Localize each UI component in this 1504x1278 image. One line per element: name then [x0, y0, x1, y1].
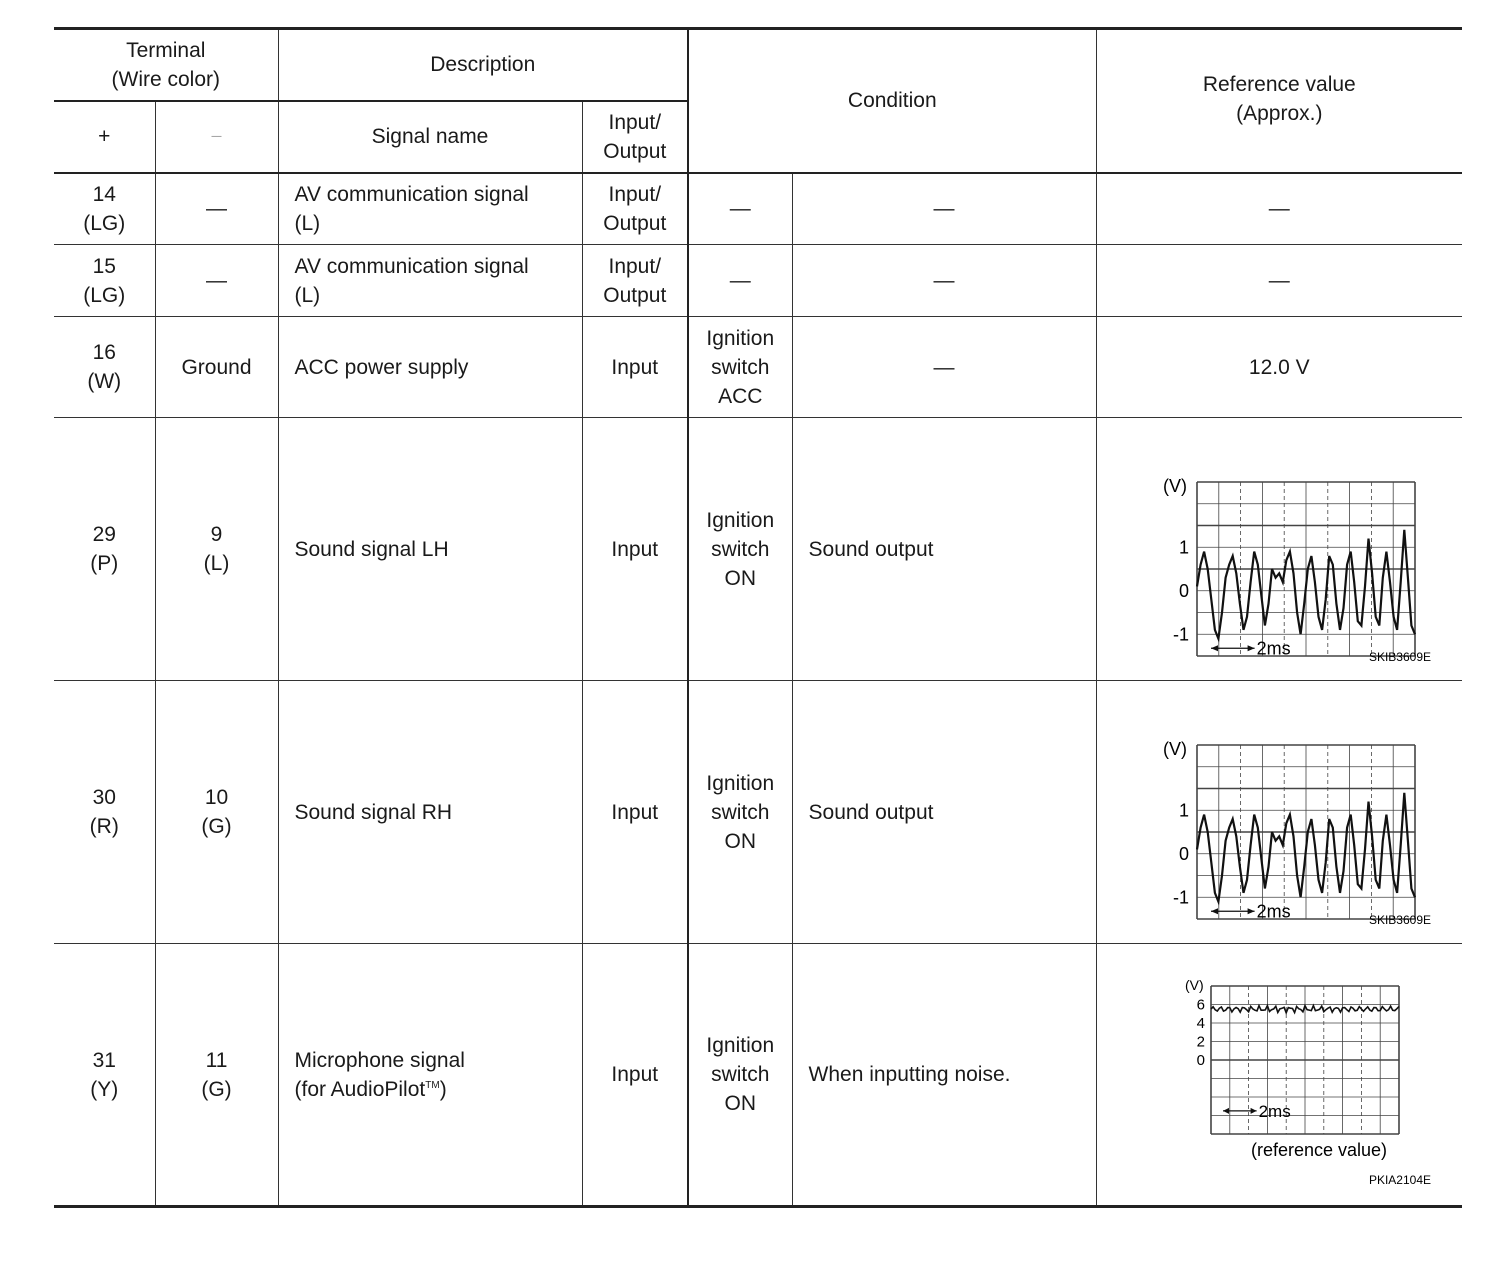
condition-line2: switch [711, 537, 770, 561]
sound-rh-waveform [1119, 697, 1439, 927]
signal-name-close: ) [439, 1077, 447, 1101]
plus-terminal [54, 418, 155, 681]
reference-waveform-cell [1096, 681, 1462, 944]
minus-terminal [155, 681, 278, 944]
condition-switch [688, 681, 792, 944]
condition-detail: When inputting noise. [792, 944, 1096, 1207]
signal-name: Sound signal RH [278, 681, 582, 944]
tick-label: 0 [1179, 843, 1190, 864]
terminal-number: 16 [92, 341, 116, 364]
table-row [54, 173, 1462, 245]
wire-color: (P) [90, 552, 119, 575]
io-line2: Output [603, 211, 667, 235]
plus-header: + [54, 101, 155, 173]
signal-name: ACC power supply [278, 317, 582, 418]
plus-terminal [54, 681, 155, 944]
terminal-number: 30 [92, 786, 116, 809]
io-line2: Output [603, 283, 667, 307]
description-header: Description [278, 29, 688, 101]
signal-name-line1: AV communication signal [294, 182, 529, 206]
tick-label: 4 [1196, 1014, 1206, 1032]
minus-terminal: Ground [155, 317, 278, 418]
condition-switch [688, 317, 792, 418]
terminal-number: 15 [92, 254, 116, 278]
microphone-waveform [1119, 960, 1439, 1190]
minus-color: (G) [201, 815, 232, 838]
reference-value: — [1096, 245, 1462, 317]
terminal-reference-table [54, 27, 1462, 1208]
unit-label: (V) [1163, 476, 1188, 496]
reference-value-label: Reference value [1202, 73, 1356, 96]
sound-lh-oscilloscope [1119, 434, 1439, 664]
condition-line3: ACC [718, 384, 763, 408]
arrow-head-left [1211, 908, 1218, 914]
table-row [54, 944, 1462, 1207]
table-row [54, 418, 1462, 681]
input-output: Input [582, 317, 688, 418]
condition-line3: ON [724, 1092, 757, 1115]
tick-label: 0 [1196, 1051, 1206, 1069]
wire-color: (R) [89, 815, 119, 838]
signal-name: Sound signal LH [278, 418, 582, 681]
io-line1: Input/ [608, 182, 662, 206]
condition-line1: Ignition [706, 771, 775, 795]
signal-name-line1: AV communication signal [294, 254, 529, 278]
table-row [54, 681, 1462, 944]
time-division-label: 2ms [1256, 638, 1291, 659]
signal-name-line2: (L) [294, 211, 321, 235]
microphone-oscilloscope [1119, 960, 1439, 1190]
minus-terminal [155, 944, 278, 1207]
input-output: Input [582, 944, 688, 1207]
signal-name-line2: (L) [294, 283, 321, 307]
condition-line3: ON [724, 566, 757, 590]
arrow-head-right [1248, 645, 1255, 651]
condition-detail: Sound output [792, 418, 1096, 681]
sound-lh-waveform [1119, 434, 1439, 664]
reference-waveform-cell [1096, 944, 1462, 1207]
signal-name-header: Signal name [278, 101, 582, 173]
unit-label: (V) [1185, 976, 1204, 993]
condition-detail: Sound output [792, 681, 1096, 944]
input-output [582, 173, 688, 245]
io-header-line2: Output [603, 139, 667, 163]
signal-name [278, 944, 582, 1207]
input-output: Input [582, 681, 688, 944]
arrow-head-right [1251, 1107, 1257, 1113]
tick-label: 2 [1196, 1033, 1206, 1050]
condition-header: Condition [688, 29, 1096, 173]
condition-detail: — [792, 317, 1096, 418]
tick-label: 6 [1196, 996, 1206, 1013]
signal-name [278, 173, 582, 245]
terminal-number: 29 [92, 523, 116, 546]
minus-number: 10 [204, 786, 229, 809]
condition-line1: Ignition [706, 326, 775, 350]
tick-label: 1 [1179, 537, 1190, 558]
time-division-label: 2ms [1256, 901, 1291, 922]
condition-switch [688, 418, 792, 681]
reference-value-header [1096, 29, 1462, 173]
condition-switch: — [688, 245, 792, 317]
condition-line2: switch [711, 355, 770, 379]
terminal-header [54, 29, 278, 101]
minus-color: (L) [203, 552, 230, 575]
condition-line1: Ignition [706, 1034, 775, 1057]
condition-switch [688, 944, 792, 1207]
reference-waveform-cell [1096, 418, 1462, 681]
arrow-head-left [1211, 645, 1218, 651]
reference-value: — [1096, 173, 1462, 245]
sound-rh-oscilloscope [1119, 697, 1439, 927]
wire-color: (W) [87, 370, 122, 393]
trademark-mark: TM [425, 1079, 440, 1091]
terminal-number: 14 [92, 182, 116, 206]
minus-color: (G) [201, 1077, 232, 1101]
input-output-header [582, 101, 688, 173]
minus-terminal: — [155, 245, 278, 317]
condition-line2: switch [711, 1063, 770, 1086]
minus-header: — [155, 101, 278, 173]
plus-terminal [54, 245, 155, 317]
unit-label: (V) [1163, 739, 1188, 759]
wire-color: (LG) [83, 283, 126, 307]
signal-name-text: (for AudioPilot [294, 1077, 426, 1101]
time-division-label: 2ms [1258, 1101, 1292, 1121]
minus-number: 11 [205, 1048, 228, 1072]
condition-detail: — [792, 245, 1096, 317]
table-row [54, 317, 1462, 418]
figure-id: PKIA2104E [1369, 1172, 1432, 1187]
figure-id: SKIB3609E [1369, 650, 1432, 664]
signal-name-line1: Microphone signal [294, 1048, 465, 1072]
input-output [582, 245, 688, 317]
condition-detail: — [792, 173, 1096, 245]
condition-switch: — [688, 173, 792, 245]
minus-number: 9 [210, 523, 223, 546]
wire-color: (Y) [90, 1077, 119, 1101]
signal-name-line2 [295, 1075, 574, 1104]
reference-value: 12.0 V [1096, 317, 1462, 418]
arrow-head-left [1223, 1107, 1229, 1113]
tick-label: 1 [1179, 800, 1190, 821]
io-header-line1: Input/ [608, 110, 662, 134]
table-row [54, 245, 1462, 317]
plus-terminal [54, 944, 155, 1207]
plus-terminal [54, 173, 155, 245]
plus-terminal [54, 317, 155, 418]
condition-line2: switch [711, 800, 770, 824]
wire-color: (LG) [83, 211, 126, 235]
caption-label: (reference value) [1251, 1139, 1388, 1160]
figure-id: SKIB3609E [1369, 913, 1432, 927]
tick-label: 0 [1179, 580, 1190, 601]
tick-label: -1 [1173, 624, 1190, 645]
io-line1: Input/ [608, 254, 662, 278]
minus-terminal [155, 418, 278, 681]
approx-label: (Approx.) [1236, 102, 1323, 125]
arrow-head-right [1248, 908, 1255, 914]
minus-terminal: — [155, 173, 278, 245]
terminal-number: 31 [92, 1048, 116, 1072]
signal-name [278, 245, 582, 317]
terminal-header-label: Terminal [126, 38, 206, 62]
wire-color-header-label: (Wire color) [111, 67, 220, 91]
condition-line1: Ignition [706, 508, 775, 532]
tick-label: -1 [1173, 887, 1190, 908]
input-output: Input [582, 418, 688, 681]
condition-line3: ON [724, 829, 757, 853]
